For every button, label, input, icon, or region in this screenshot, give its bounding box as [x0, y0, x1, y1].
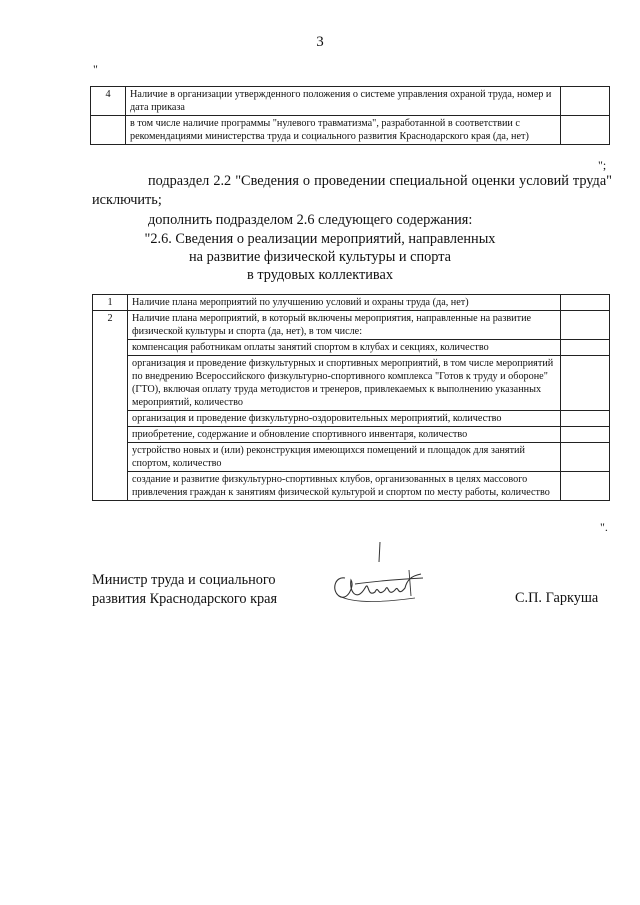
row-number — [91, 116, 126, 145]
value-cell — [561, 295, 610, 311]
section-heading-line-2: на развитие физической культуры и спорта — [189, 249, 451, 265]
row-text: приобретение, содержание и обновление спортивного инвентаря, количество — [128, 427, 561, 443]
section-heading-line-3: в трудовых коллективах — [247, 267, 393, 283]
table-row — [93, 411, 610, 427]
table-row — [93, 427, 610, 443]
value-cell — [561, 116, 610, 145]
signature-title — [92, 571, 277, 609]
table-row — [91, 116, 610, 145]
value-cell — [561, 356, 610, 411]
value-cell — [561, 443, 610, 472]
row-text: компенсация работникам оплаты занятий спортом в клубах и секциях, количество — [128, 340, 561, 356]
table-row — [93, 295, 610, 311]
amendment-line-1: подраздел 2.2 "Сведения о проведении специальной оценки условий труда" исключить; — [92, 173, 612, 208]
signatory-name: С.П. Гаркуша — [515, 590, 599, 606]
amendment-line-2: дополнить подразделом 2.6 следующего содержания: — [148, 212, 473, 228]
page-number: 3 — [316, 34, 324, 50]
table-1-close-quote: "; — [598, 158, 607, 172]
row-text: Наличие в организации утвержденного положения о системе управления охраной труда, номер и дата приказа — [126, 87, 561, 116]
row-text: в том числе наличие программы "нулевого травматизма", разработанной в соответствии с рекомендациями министерства труда и социального развития Краснодарского края (да, нет) — [126, 116, 561, 145]
table-row — [91, 87, 610, 116]
table-2-close-quote: ". — [600, 520, 608, 534]
row-text: Наличие плана мероприятий по улучшению условий и охраны труда (да, нет) — [128, 295, 561, 311]
table-row — [93, 356, 610, 411]
row-number: 1 — [93, 295, 128, 311]
table-row — [93, 443, 610, 472]
value-cell — [561, 411, 610, 427]
table-row — [93, 340, 610, 356]
section-heading-line-1: "2.6. Сведения о реализации мероприятий, направленных — [144, 231, 496, 247]
value-cell — [561, 340, 610, 356]
row-text: организация и проведение физкультурно-оздоровительных мероприятий, количество — [128, 411, 561, 427]
table-row — [93, 311, 610, 340]
value-cell — [561, 472, 610, 501]
row-text: организация и проведение физкультурных и спортивных мероприятий, в том числе мероприятий по внедрению Всероссийского физкультурно-спортивного комплекса "Готов к труду и обороне" (ГТО), включая оплату труда методистов и тренеров, привлекаемых к выполнению указанных мероприятий, количество — [128, 356, 561, 411]
row-number: 4 — [91, 87, 126, 116]
value-cell — [561, 87, 610, 116]
signature-title-line-2: развития Краснодарского края — [92, 591, 278, 607]
signature-title-line-1: Министр труда и социального — [92, 572, 276, 588]
value-cell — [561, 427, 610, 443]
value-cell — [561, 311, 610, 340]
row-text: Наличие плана мероприятий, в который включены мероприятия, направленные на развитие физической культуры и спорта (да, нет), в том числе: — [128, 311, 561, 340]
table-row — [93, 472, 610, 501]
handwritten-signature — [325, 540, 435, 620]
row-text: устройство новых и (или) реконструкция имеющихся помещений и площадок для занятий спортом, количество — [128, 443, 561, 472]
row-number: 2 — [93, 311, 128, 501]
table-2 — [92, 294, 610, 501]
open-quote: " — [93, 62, 98, 76]
row-text: создание и развитие физкультурно-спортивных клубов, организованных в целях массового привлечения граждан к занятиям физической культурой и спортом по месту работы, количество — [128, 472, 561, 501]
table-1 — [90, 86, 610, 145]
